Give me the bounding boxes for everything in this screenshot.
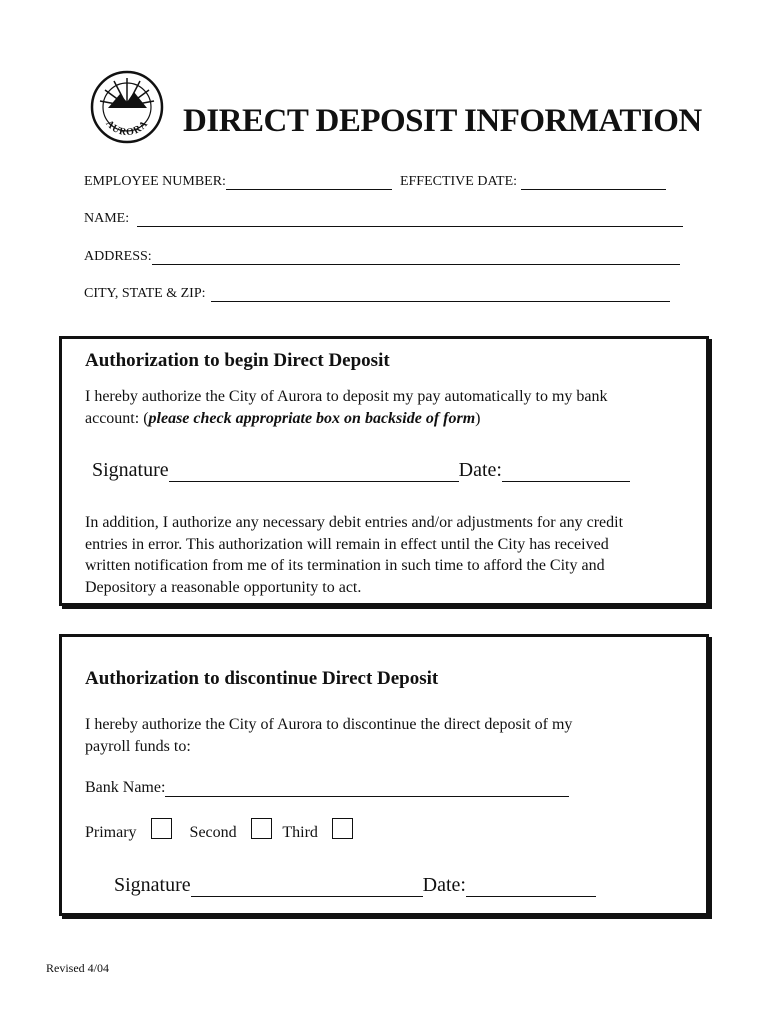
bank-name-row	[85, 779, 569, 797]
discontinue-authorization-box	[59, 634, 709, 916]
name-label: NAME:	[84, 211, 130, 226]
address-row	[84, 249, 680, 265]
discontinue-paragraph-line: I hereby authorize the City of Aurora to discontinue the direct deposit of my	[85, 716, 573, 733]
date-label: Date:	[422, 874, 466, 896]
begin-signature-field[interactable]	[169, 461, 459, 482]
signature-label: Signature	[114, 874, 191, 896]
name-row	[84, 211, 683, 227]
signature-label: Signature	[92, 459, 169, 481]
terms-line: written notification from me of its termination in such time to afford the City and	[85, 557, 605, 574]
begin-terms-paragraph	[85, 512, 623, 598]
employee-number-label: EMPLOYEE NUMBER:	[84, 174, 226, 189]
name-field[interactable]	[137, 212, 683, 227]
city-state-zip-row	[84, 286, 670, 302]
effective-date-field[interactable]	[521, 175, 666, 190]
primary-label: Primary	[85, 824, 137, 841]
discontinue-paragraph	[85, 714, 572, 757]
address-field[interactable]	[152, 250, 680, 265]
primary-checkbox[interactable]	[151, 818, 172, 839]
terms-line: Depository a reasonable opportunity to act.	[85, 578, 362, 596]
third-label: Third	[282, 824, 318, 841]
discontinue-signature-row	[114, 874, 596, 897]
second-checkbox[interactable]	[251, 818, 272, 839]
account-type-row	[85, 818, 353, 842]
begin-signature-row	[92, 459, 630, 482]
discontinue-paragraph-line: payroll funds to:	[85, 737, 191, 755]
discontinue-signature-field[interactable]	[191, 876, 423, 897]
begin-paragraph-line: account: (please check appropriate box on backside of form)	[85, 409, 481, 427]
address-label: ADDRESS:	[84, 249, 152, 264]
date-label: Date:	[458, 459, 502, 481]
discontinue-date-field[interactable]	[466, 876, 596, 897]
effective-date-label: EFFECTIVE DATE:	[399, 174, 518, 189]
begin-heading: Authorization to begin Direct Deposit	[85, 350, 390, 371]
bank-name-field[interactable]	[165, 780, 569, 797]
employee-number-field[interactable]	[226, 175, 392, 190]
second-label: Second	[189, 824, 237, 841]
third-checkbox[interactable]	[332, 818, 353, 839]
begin-paragraph	[85, 386, 608, 429]
revision-note: Revised 4/04	[46, 961, 109, 975]
begin-authorization-box	[59, 336, 709, 606]
begin-paragraph-line: I hereby authorize the City of Aurora to deposit my pay automatically to my bank	[85, 388, 608, 405]
svg-text:AURORA	[103, 118, 150, 138]
city-state-zip-label: CITY, STATE & ZIP:	[84, 286, 206, 301]
bank-name-label: Bank Name:	[85, 779, 166, 796]
seal-text: AURORA	[103, 118, 151, 139]
terms-line: entries in error. This authorization will remain in effect until the City has received	[85, 535, 609, 553]
employee-number-row	[84, 174, 666, 190]
page-title: DIRECT DEPOSIT INFORMATION	[183, 103, 702, 139]
discontinue-heading: Authorization to discontinue Direct Deposit	[85, 668, 439, 689]
city-state-zip-field[interactable]	[211, 287, 670, 302]
begin-date-field[interactable]	[502, 461, 630, 482]
terms-line: In addition, I authorize any necessary debit entries and/or adjustments for any credit	[85, 514, 624, 531]
backside-note: please check appropriate box on backside of form	[148, 409, 476, 427]
city-of-aurora-seal	[90, 70, 164, 144]
